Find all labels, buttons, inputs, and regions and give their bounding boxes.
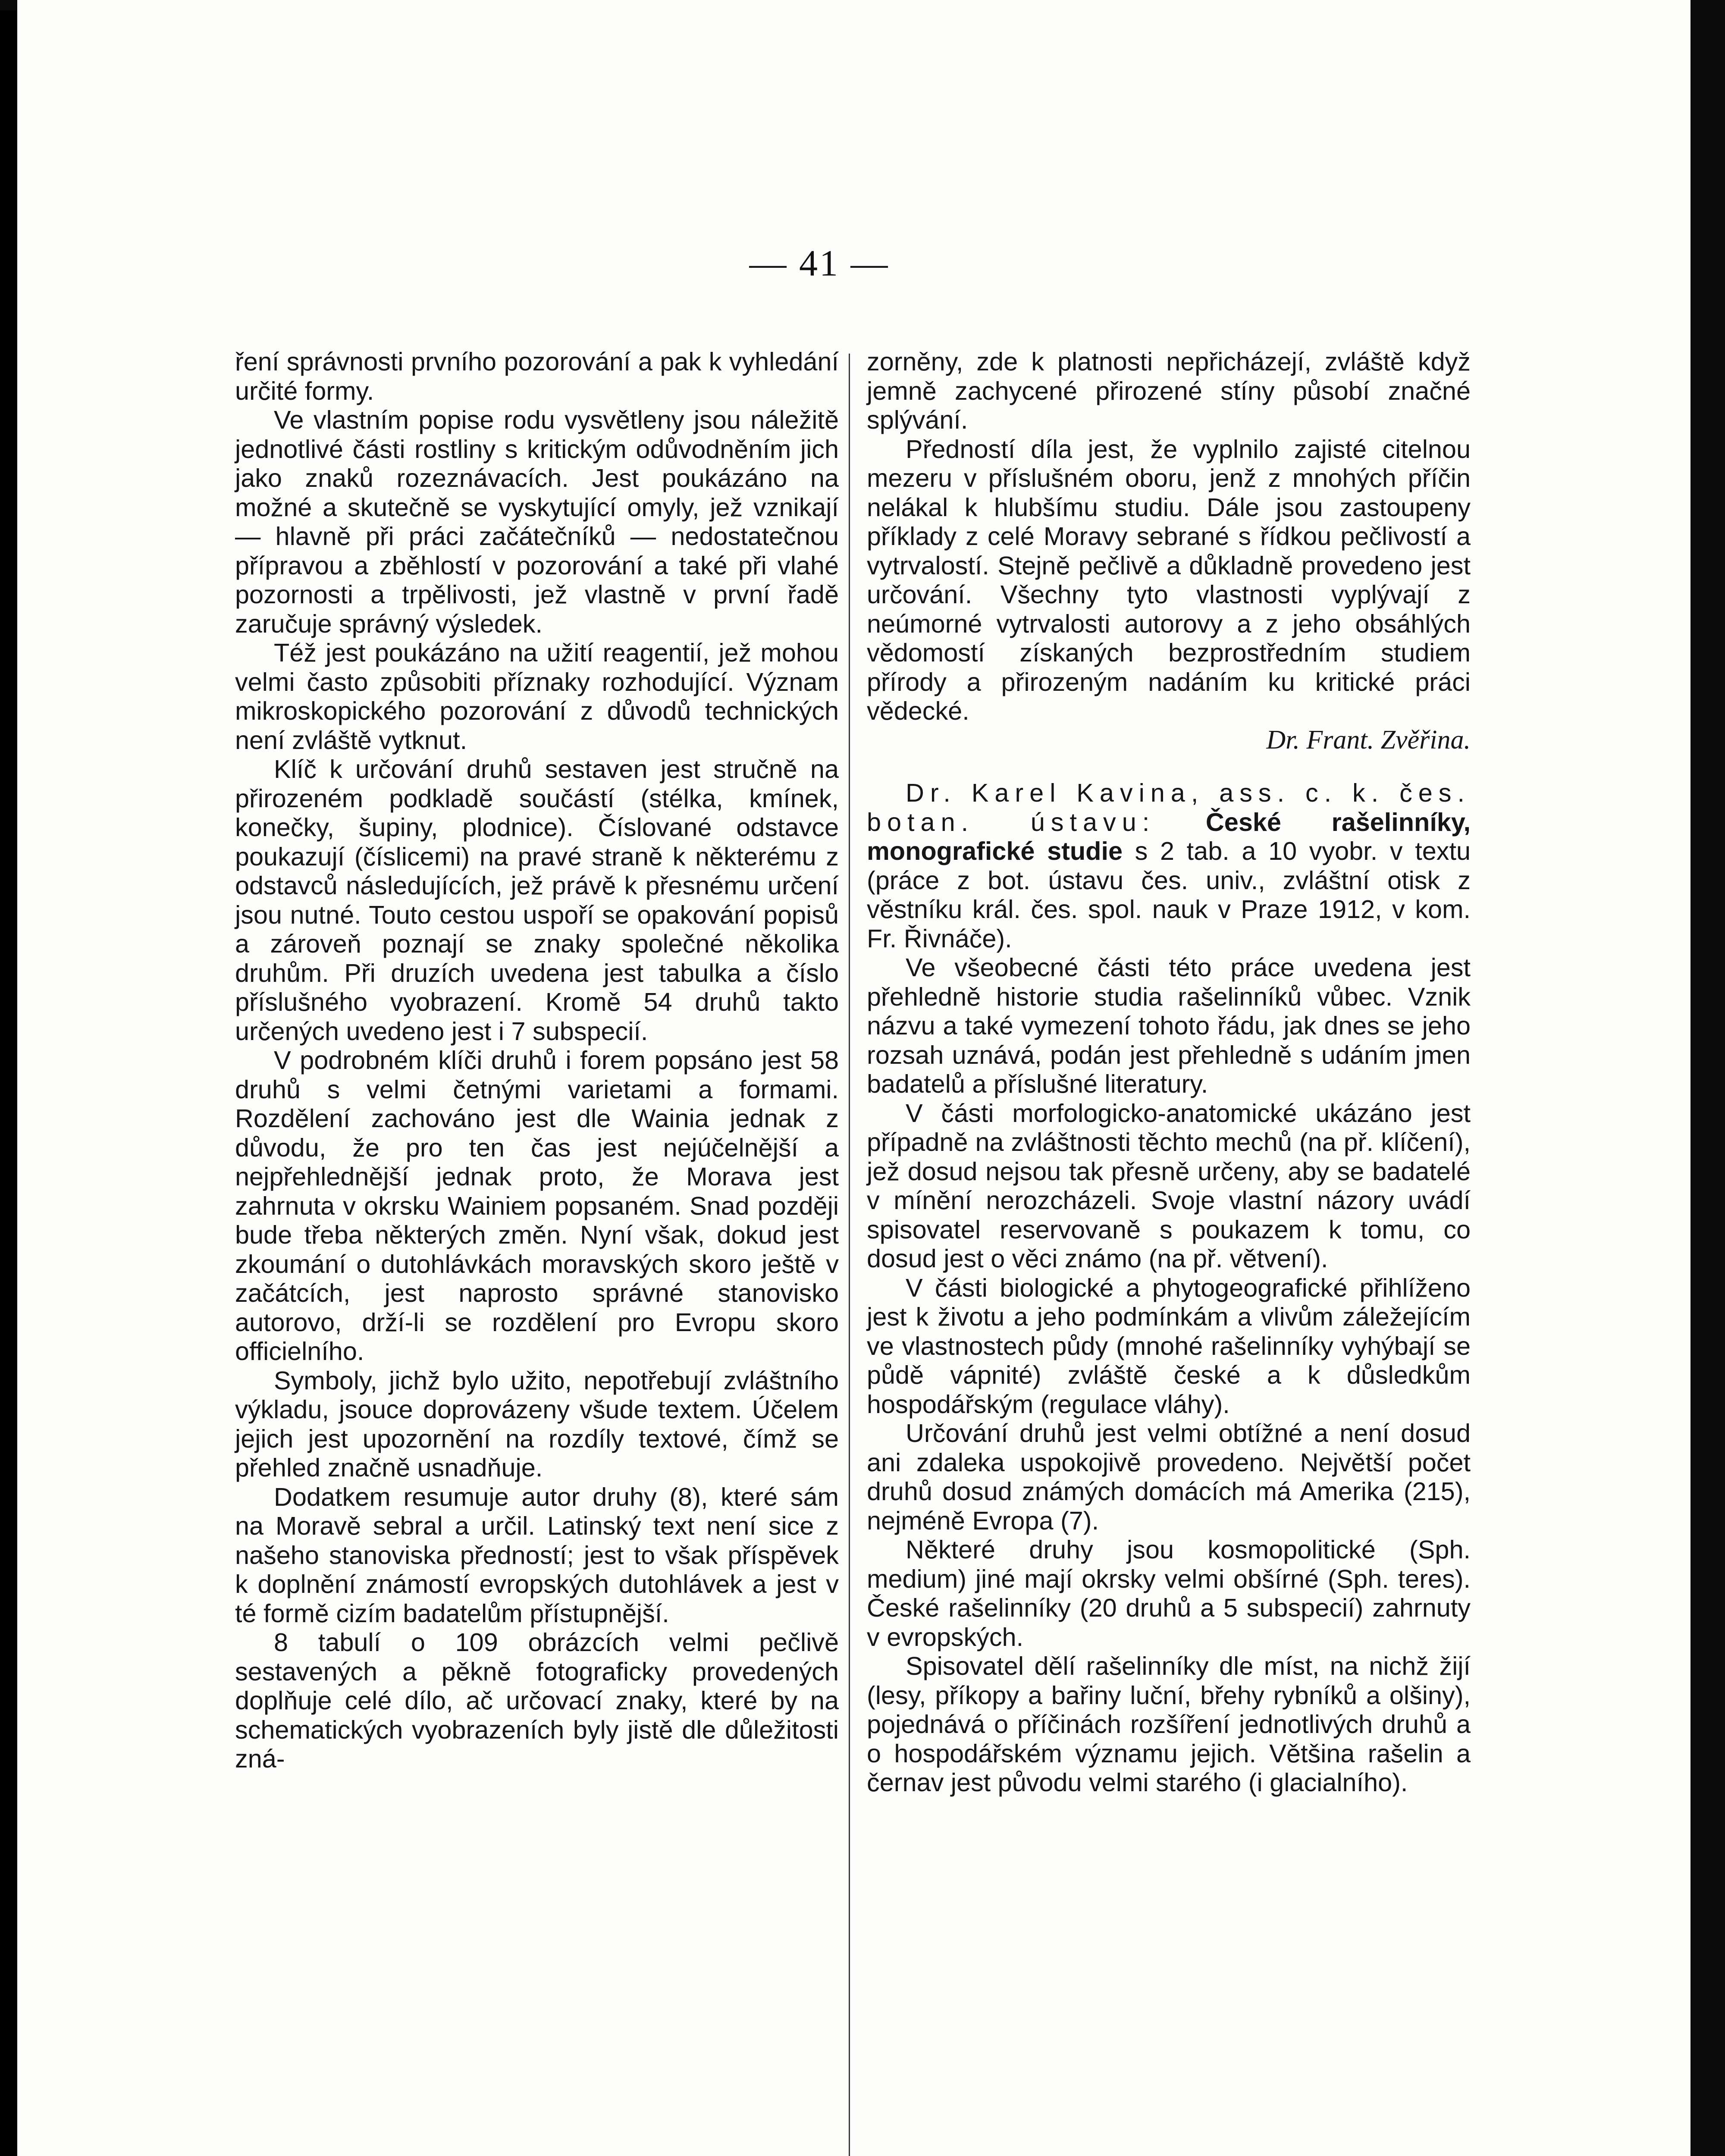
review-details: s 2 tab. a 10 vyobr. v textu (práce z bot. ústavu čes. univ., zvláštní otisk z věstníku král. čes. spol. nauk v Praze 1912, v kom. Fr. Řivnáče). (867, 837, 1471, 953)
paragraph: Ve všeobecné části této práce uvedena jest přehledně historie studia rašelinníků vůbec. Vznik názvu a také vymezení tohoto řádu, jak dnes se jeho rozsah uznává, podán jest přehledně s udáním jmen badatelů a příslušné literatury. (867, 953, 1471, 1098)
page-number: — 41 — (749, 242, 890, 284)
paragraph: Dodatkem resumuje autor druhy (8), které sám na Moravě sebral a určil. Latinský text není sice z našeho stanoviska předností; jest to však příspěvek k doplnění známostí evropských dutohlávek a jest v té formě cizím badatelům přístupnější. (235, 1482, 839, 1628)
paragraph: Předností díla jest, že vyplnilo zajisté citelnou mezeru v příslušném oboru, jenž z mnohých příčin nelákal k hlubšímu studiu. Dále jsou zastoupeny příklady z celé Moravy sebrané s řídkou pečlivostí a vytrvalostí. Stejně pečlivě a důkladně provedeno jest určování. Všechny tyto vlastnosti vyplývají z neúmorné vytrvalosti autorovy a z jeho obsáhlých vědomostí získaných bezprostředním studiem přírody a přirozeným nadáním ku kritické práci vědecké. (867, 434, 1471, 725)
paragraph: ření správnosti prvního pozorování a pak k vyhledání určité formy. (235, 347, 839, 405)
right-column (867, 347, 1471, 1797)
paragraph: Symboly, jichž bylo užito, nepotřebují zvláštního výkladu, jsouce doprovázeny všude textem. Účelem jejich jest upozornění na rozdíly textové, čímž se přehled značně usnadňuje. (235, 1366, 839, 1482)
review-title: České rašelinníky, monografické studie (867, 807, 1471, 865)
review-author: Dr. Karel Kavina, ass. c. k. čes. botan. ústavu: (867, 778, 1471, 837)
paragraph: Určování druhů jest velmi obtížné a není dosud ani zdaleka uspokojivě provedeno. Největší počet druhů dosud známých domácích má Amerika (215), nejméně Evropa (7). (867, 1419, 1471, 1535)
column-divider (849, 354, 850, 2156)
left-column (235, 347, 839, 1774)
scan-border-right (1690, 0, 1725, 2156)
paragraph: Spisovatel dělí rašelinníky dle míst, na nichž žijí (lesy, příkopy a bařiny luční, břehy rybníků a olšiny), pojednává o příčinách rozšíření jednotlivých druhů a o hospodářském významu jejich. Většina rašelin a černav jest původu velmi starého (i glacialního). (867, 1651, 1471, 1797)
paragraph: V části morfologicko-anatomické ukázáno jest případně na zvláštnosti těchto mechů (na př. klíčení), jež dosud nejsou tak přesně určeny, aby se badatelé v mínění nerozcházeli. Svoje vlastní názory uvádí spisovatel reservovaně s poukazem k tomu, co dosud jest o věci známo (na př. větvení). (867, 1098, 1471, 1273)
paragraph: zorněny, zde k platnosti nepřicházejí, zvláště když jemně zachycené přirozené stíny působí značné splývání. (867, 347, 1471, 434)
review-signature: Dr. Frant. Zvěřina. (1266, 725, 1471, 755)
paragraph: V podrobném klíči druhů i forem popsáno jest 58 druhů s velmi četnými varietami a formami. Rozdělení zachováno jest dle Wainia jednak z důvodu, že pro ten čas jest nejúčelnější a nejpřehlednější jednak proto, že Morava jest zahrnuta v okrsku Wainiem popsaném. Snad později bude třeba některých změn. Nyní však, dokud jest zkoumání o dutohlávkách moravských skoro ještě v začátcích, jest naprosto správné stanovisko autorovo, drží-li se rozdělení pro Evropu skoro officielního. (235, 1046, 839, 1366)
paragraph: Též jest poukázáno na užití reagentií, jež mohou velmi často způsobiti příznaky rozhodující. Význam mikroskopického pozorování z důvodů technických není zvláště vytknut. (235, 638, 839, 755)
paragraph: Ve vlastním popise rodu vysvětleny jsou náležitě jednotlivé části rostliny s kritickým odůvodněním jich jako znaků rozeznávacích. Jest poukázáno na možné a skutečně se vyskytující omyly, jež vznikají — hlavně při práci začátečníků — nedostatečnou přípravou a zběhlostí v pozorování a také při vlahé pozornosti a trpělivosti, jež vlastně v první řadě zaručuje správný výsledek. (235, 405, 839, 638)
paragraph: 8 tabulí o 109 obrázcích velmi pečlivě sestavených a pěkně fotograficky provedených doplňuje celé dílo, ač určovací znaky, které by na schematických vyobrazeních byly jistě dle důležitosti zná- (235, 1628, 839, 1773)
paragraph: Některé druhy jsou kosmopolitické (Sph. medium) jiné mají okrsky velmi obšírné (Sph. teres). České rašelinníky (20 druhů a 5 subspecií) zahrnuty v evropských. (867, 1535, 1471, 1651)
review-heading (867, 778, 1471, 953)
paragraph: Klíč k určování druhů sestaven jest stručně na přirozeném podkladě součástí (stélka, kmínek, konečky, šupiny, plodnice). Číslované odstavce poukazují (číslicemi) na pravé straně k některému z odstavců následujících, jež právě k přesnému určení jsou nutné. Touto cestou uspoří se opakování popisů a zároveň poznají se znaky společné několika druhům. Při druzích uvedena jest tabulka a číslo příslušného vyobrazení. Kromě 54 druhů takto určených uvedeno jest i 7 subspecií. (235, 755, 839, 1046)
paragraph: V části biologické a phytogeografické přihlíženo jest k životu a jeho podmínkám a vlivům záležejícím ve vlastnostech půdy (mnohé rašelinníky vyhýbají se půdě vápnité) zvláště české a k důsledkům hospodářským (regulace vláhy). (867, 1273, 1471, 1419)
